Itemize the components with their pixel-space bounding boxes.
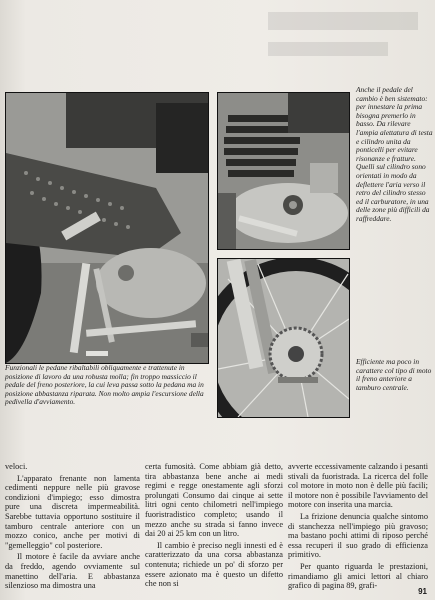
paragraph: L'apparato frenante non lamenta cedimenti neppure nelle più gravose condizioni d'impiego; esso dimostra pure una discreta impermeabilità. Sarebbe tuttavia opportuno sostituire il tamburo centrale anteriore con un mozzo conico, anche per motivi di "gemelleggio" col posteriore. [5,473,140,550]
caption-front-brake: Efficiente ma poco in carattere col tipo di moto il freno anteriore a tamburo centrale. [356,357,432,392]
paragraph: Il cambio è preciso negli innesti ed è caratterizzato da una corsa abbastanza contenuta; richiede un po' di sforzo per essere azionato ma è questo un difetto che non si [145,540,283,589]
paragraph: Il motore è facile da avviare anche da freddo, agendo ovviamente sul manettino dell'aria. E abbastanza silenzioso ma dimostra una [5,552,140,591]
paragraph: veloci. [5,462,28,471]
paragraph: Per quanto riguarda le prestazioni, rimandiamo gli amici lettori al chiaro grafico di pagina 89, grafi- [288,561,428,591]
caption-gear-pedal: Anche il pedale del cambio è ben sistemato: per innestare la prima bisogna premerlo in basso. Da rilevare l'ampia alettatura di testa e cilindro unita da ponticelli per evitare risonanze e fratture. Quelli sul cilindro sono orientati in modo da deflettere l'aria verso il retro del cilindro stesso ed il carburatore, in una delle zone più difficili da raffreddare. [356,85,433,223]
page-number: 91 [418,587,427,596]
article-column-2 [145,462,283,591]
paragraph: La frizione denuncia qualche sintomo di stanchezza nell'impiego più gravoso; ma bastano pochi attimi di riposo perché essa recuperi il suo grado di efficienza primitivo. [288,511,428,560]
article-column-1 [5,462,140,593]
photo-footpeg-kickstand [5,92,209,364]
show-through-text [258,2,428,82]
photo-front-drum-brake [217,258,350,418]
photo-engine-cylinder [217,92,350,250]
paragraph: certa fumosità. Come abbiam già detto, tira abbastanza bene anche ai medi regimi e regge onestamente agli sforzi prolungati Consumo dai cinque ai sette litri ogni cento chilometri nell'impiego fuoristradistico completo; usando il mezzo anche su strada si fanno invece dai 20 ai 25 km con un litro. [145,462,283,539]
caption-footpeg: Funzionali le pedane ribaltabili obliquamente e trattenute in posizione di lavoro da una robusta molla; fin troppo massiccio il pedale del freno posteriore, la cui leva passa sotto la pedana ma in posizione abbastanza riparata. Non molto ampia l'escursione della pedivella d'avviamento. [5,363,204,407]
paragraph: avverte eccessivamente calzando i pesanti stivali da fuoristrada. La ricerca del folle col motore in moto non è delle più facili; il motore non è possibile l'avviamento del motore con inserita una marcia. [288,462,428,510]
article-column-3 [288,462,428,593]
